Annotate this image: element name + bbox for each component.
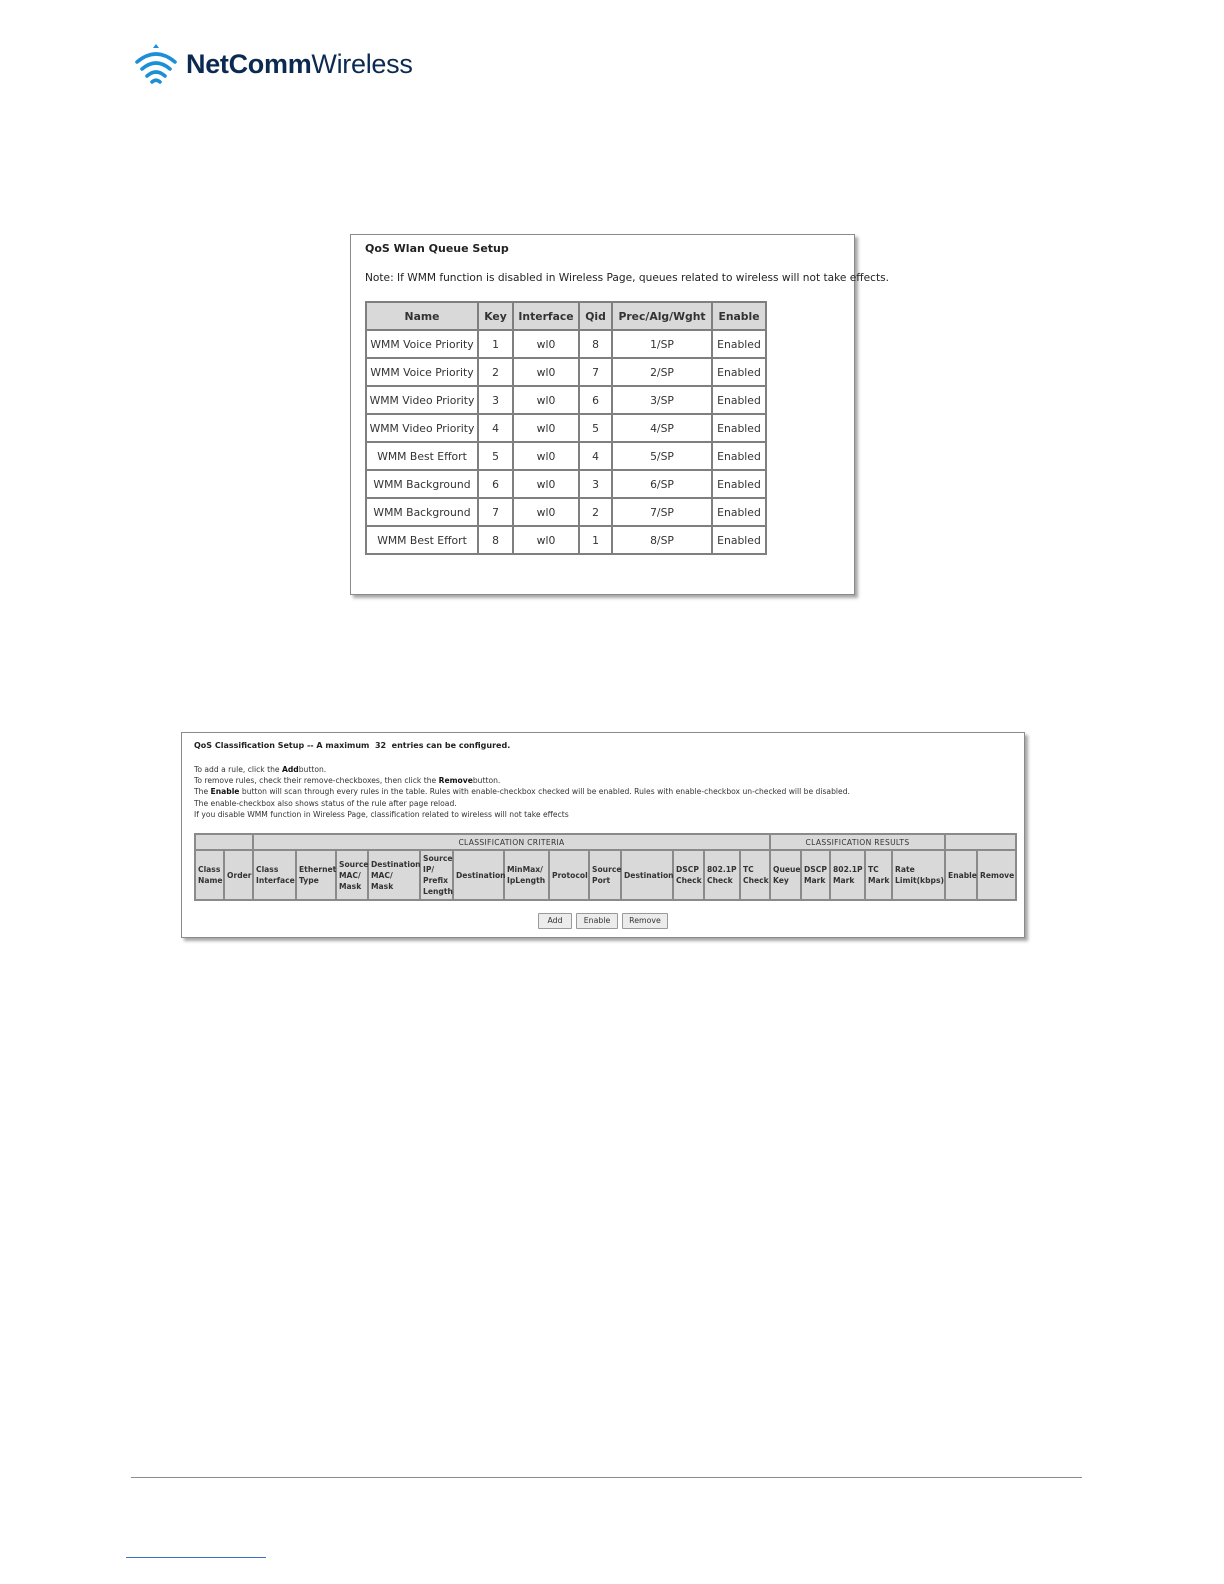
cell-interface: wl0 xyxy=(513,442,579,470)
remove-button[interactable]: Remove xyxy=(622,913,668,929)
logo-wordmark xyxy=(186,40,413,88)
instruction-text: button. xyxy=(472,776,501,786)
column-header: Source MAC/ Mask xyxy=(336,850,368,900)
table-header-row xyxy=(366,302,766,330)
instruction-text: To add a rule, click the xyxy=(194,765,282,774)
classification-instructions xyxy=(194,764,850,820)
cell-name: WMM Best Effort xyxy=(366,442,478,470)
add-button[interactable]: Add xyxy=(538,913,572,929)
cell-key: 3 xyxy=(478,386,513,414)
table-row xyxy=(366,442,766,470)
cell-interface: wl0 xyxy=(513,414,579,442)
group-header-row xyxy=(195,834,1016,850)
cell-name: WMM Video Priority xyxy=(366,414,478,442)
cell-name: WMM Best Effort xyxy=(366,526,478,554)
cell-key: 5 xyxy=(478,442,513,470)
cell-prec: 2/SP xyxy=(612,358,712,386)
netcomm-logo xyxy=(134,40,413,88)
cell-name: WMM Background xyxy=(366,470,478,498)
wlan-panel-title: QoS Wlan Queue Setup xyxy=(365,242,509,255)
column-header: Ethernet Type xyxy=(296,850,336,900)
column-header: Qid xyxy=(579,302,612,330)
cell-qid: 6 xyxy=(579,386,612,414)
column-header: Enable xyxy=(945,850,977,900)
cell-key: 6 xyxy=(478,470,513,498)
column-header: Remove xyxy=(977,850,1016,900)
cell-interface: wl0 xyxy=(513,358,579,386)
cell-qid: 2 xyxy=(579,498,612,526)
cell-interface: wl0 xyxy=(513,386,579,414)
logo-brand-light: Wireless xyxy=(311,49,413,79)
cell-enable: Enabled xyxy=(712,330,766,358)
cell-prec: 6/SP xyxy=(612,470,712,498)
cell-key: 4 xyxy=(478,414,513,442)
cell-enable: Enabled xyxy=(712,358,766,386)
cell-interface: wl0 xyxy=(513,470,579,498)
max-entries-value: 32 xyxy=(374,741,387,750)
cell-key: 8 xyxy=(478,526,513,554)
column-header: Protocol xyxy=(549,850,589,900)
cell-enable: Enabled xyxy=(712,498,766,526)
column-header: 802.1P Mark xyxy=(830,850,865,900)
group-header-results: CLASSIFICATION RESULTS xyxy=(770,834,945,850)
cell-qid: 4 xyxy=(579,442,612,470)
instruction-line xyxy=(194,775,850,786)
instruction-text: To remove rules, check their remove-checkboxes, then click the xyxy=(194,776,439,786)
cell-enable: Enabled xyxy=(712,386,766,414)
table-row xyxy=(366,358,766,386)
column-header: Destination xyxy=(621,850,673,900)
column-header: DSCP Mark xyxy=(801,850,830,900)
cell-prec: 4/SP xyxy=(612,414,712,442)
instruction-line xyxy=(194,786,850,797)
qos-wlan-queue-panel xyxy=(350,234,889,595)
cell-prec: 1/SP xyxy=(612,330,712,358)
wlan-queue-table xyxy=(365,301,767,555)
cell-prec: 8/SP xyxy=(612,526,712,554)
cell-enable: Enabled xyxy=(712,442,766,470)
wlan-panel-note: Note: If WMM function is disabled in Wireless Page, queues related to wireless will not take effects. xyxy=(365,272,889,284)
column-header: DSCP Check xyxy=(673,850,704,900)
table-row xyxy=(366,470,766,498)
column-header: Source IP/ Prefix Length xyxy=(420,850,453,900)
cell-qid: 5 xyxy=(579,414,612,442)
instruction-line: The enable-checkbox also shows status of the rule after page reload. xyxy=(194,798,457,808)
cell-prec: 5/SP xyxy=(612,442,712,470)
cell-qid: 8 xyxy=(579,330,612,358)
qos-classification-panel xyxy=(181,732,1025,938)
cell-name: WMM Voice Priority xyxy=(366,330,478,358)
classification-table xyxy=(194,833,1017,901)
column-header: Prec/Alg/Wght xyxy=(612,302,712,330)
cell-key: 2 xyxy=(478,358,513,386)
cell-qid: 3 xyxy=(579,470,612,498)
column-header: Rate Limit(kbps) xyxy=(892,850,945,900)
column-header: MinMax/ IpLength xyxy=(504,850,549,900)
column-header: Destination MAC/ Mask xyxy=(368,850,420,900)
cell-name: WMM Background xyxy=(366,498,478,526)
column-header: Enable xyxy=(712,302,766,330)
instruction-keyword: Add xyxy=(281,765,299,774)
cell-key: 7 xyxy=(478,498,513,526)
cell-name: WMM Voice Priority xyxy=(366,358,478,386)
group-header-blank xyxy=(195,834,253,850)
cell-qid: 1 xyxy=(579,526,612,554)
table-row xyxy=(366,526,766,554)
column-header: Class Name xyxy=(195,850,224,900)
cell-prec: 3/SP xyxy=(612,386,712,414)
instruction-text: The xyxy=(194,787,211,797)
column-header: Source Port xyxy=(589,850,621,900)
footer-link-underline[interactable] xyxy=(126,1557,266,1558)
cell-key: 1 xyxy=(478,330,513,358)
column-header: Order xyxy=(224,850,253,900)
table-row xyxy=(366,330,766,358)
title-suffix: entries can be configured. xyxy=(391,741,511,750)
cell-enable: Enabled xyxy=(712,414,766,442)
logo-brand-bold: NetComm xyxy=(186,49,312,79)
title-prefix: QoS Classification Setup -- A maximum xyxy=(194,741,370,750)
table-row xyxy=(366,414,766,442)
cell-prec: 7/SP xyxy=(612,498,712,526)
classification-button-bar xyxy=(182,913,1024,929)
table-row xyxy=(366,386,766,414)
table-row xyxy=(366,498,766,526)
cell-interface: wl0 xyxy=(513,526,579,554)
enable-button[interactable]: Enable xyxy=(576,913,618,929)
cell-qid: 7 xyxy=(579,358,612,386)
cell-interface: wl0 xyxy=(513,330,579,358)
column-header: 802.1P Check xyxy=(704,850,740,900)
column-header: Destination xyxy=(453,850,504,900)
wifi-logo-icon xyxy=(134,42,178,86)
instruction-keyword: Remove xyxy=(438,776,473,786)
column-header: TC Check xyxy=(740,850,770,900)
column-header: Name xyxy=(366,302,478,330)
cell-name: WMM Video Priority xyxy=(366,386,478,414)
column-header: Interface xyxy=(513,302,579,330)
footer-divider xyxy=(131,1477,1082,1478)
cell-enable: Enabled xyxy=(712,526,766,554)
group-header-blank xyxy=(945,834,1016,850)
instruction-line xyxy=(194,764,850,775)
cell-enable: Enabled xyxy=(712,470,766,498)
cell-interface: wl0 xyxy=(513,498,579,526)
instruction-line: If you disable WMM function in Wireless Page, classification related to wireless will not take effects xyxy=(194,809,569,819)
classification-title xyxy=(194,741,510,750)
column-header: Queue Key xyxy=(770,850,801,900)
column-header-row xyxy=(195,850,1016,900)
column-header: Key xyxy=(478,302,513,330)
group-header-criteria: CLASSIFICATION CRITERIA xyxy=(253,834,770,850)
instruction-text: button. xyxy=(298,765,327,774)
instruction-text: button will scan through every rules in the table. Rules with enable-checkbox checked will be enabled. Rules with enable-checkbox un-checked will be disabled. xyxy=(239,787,850,797)
column-header: TC Mark xyxy=(865,850,892,900)
column-header: Class Interface xyxy=(253,850,296,900)
instruction-keyword: Enable xyxy=(210,787,240,797)
